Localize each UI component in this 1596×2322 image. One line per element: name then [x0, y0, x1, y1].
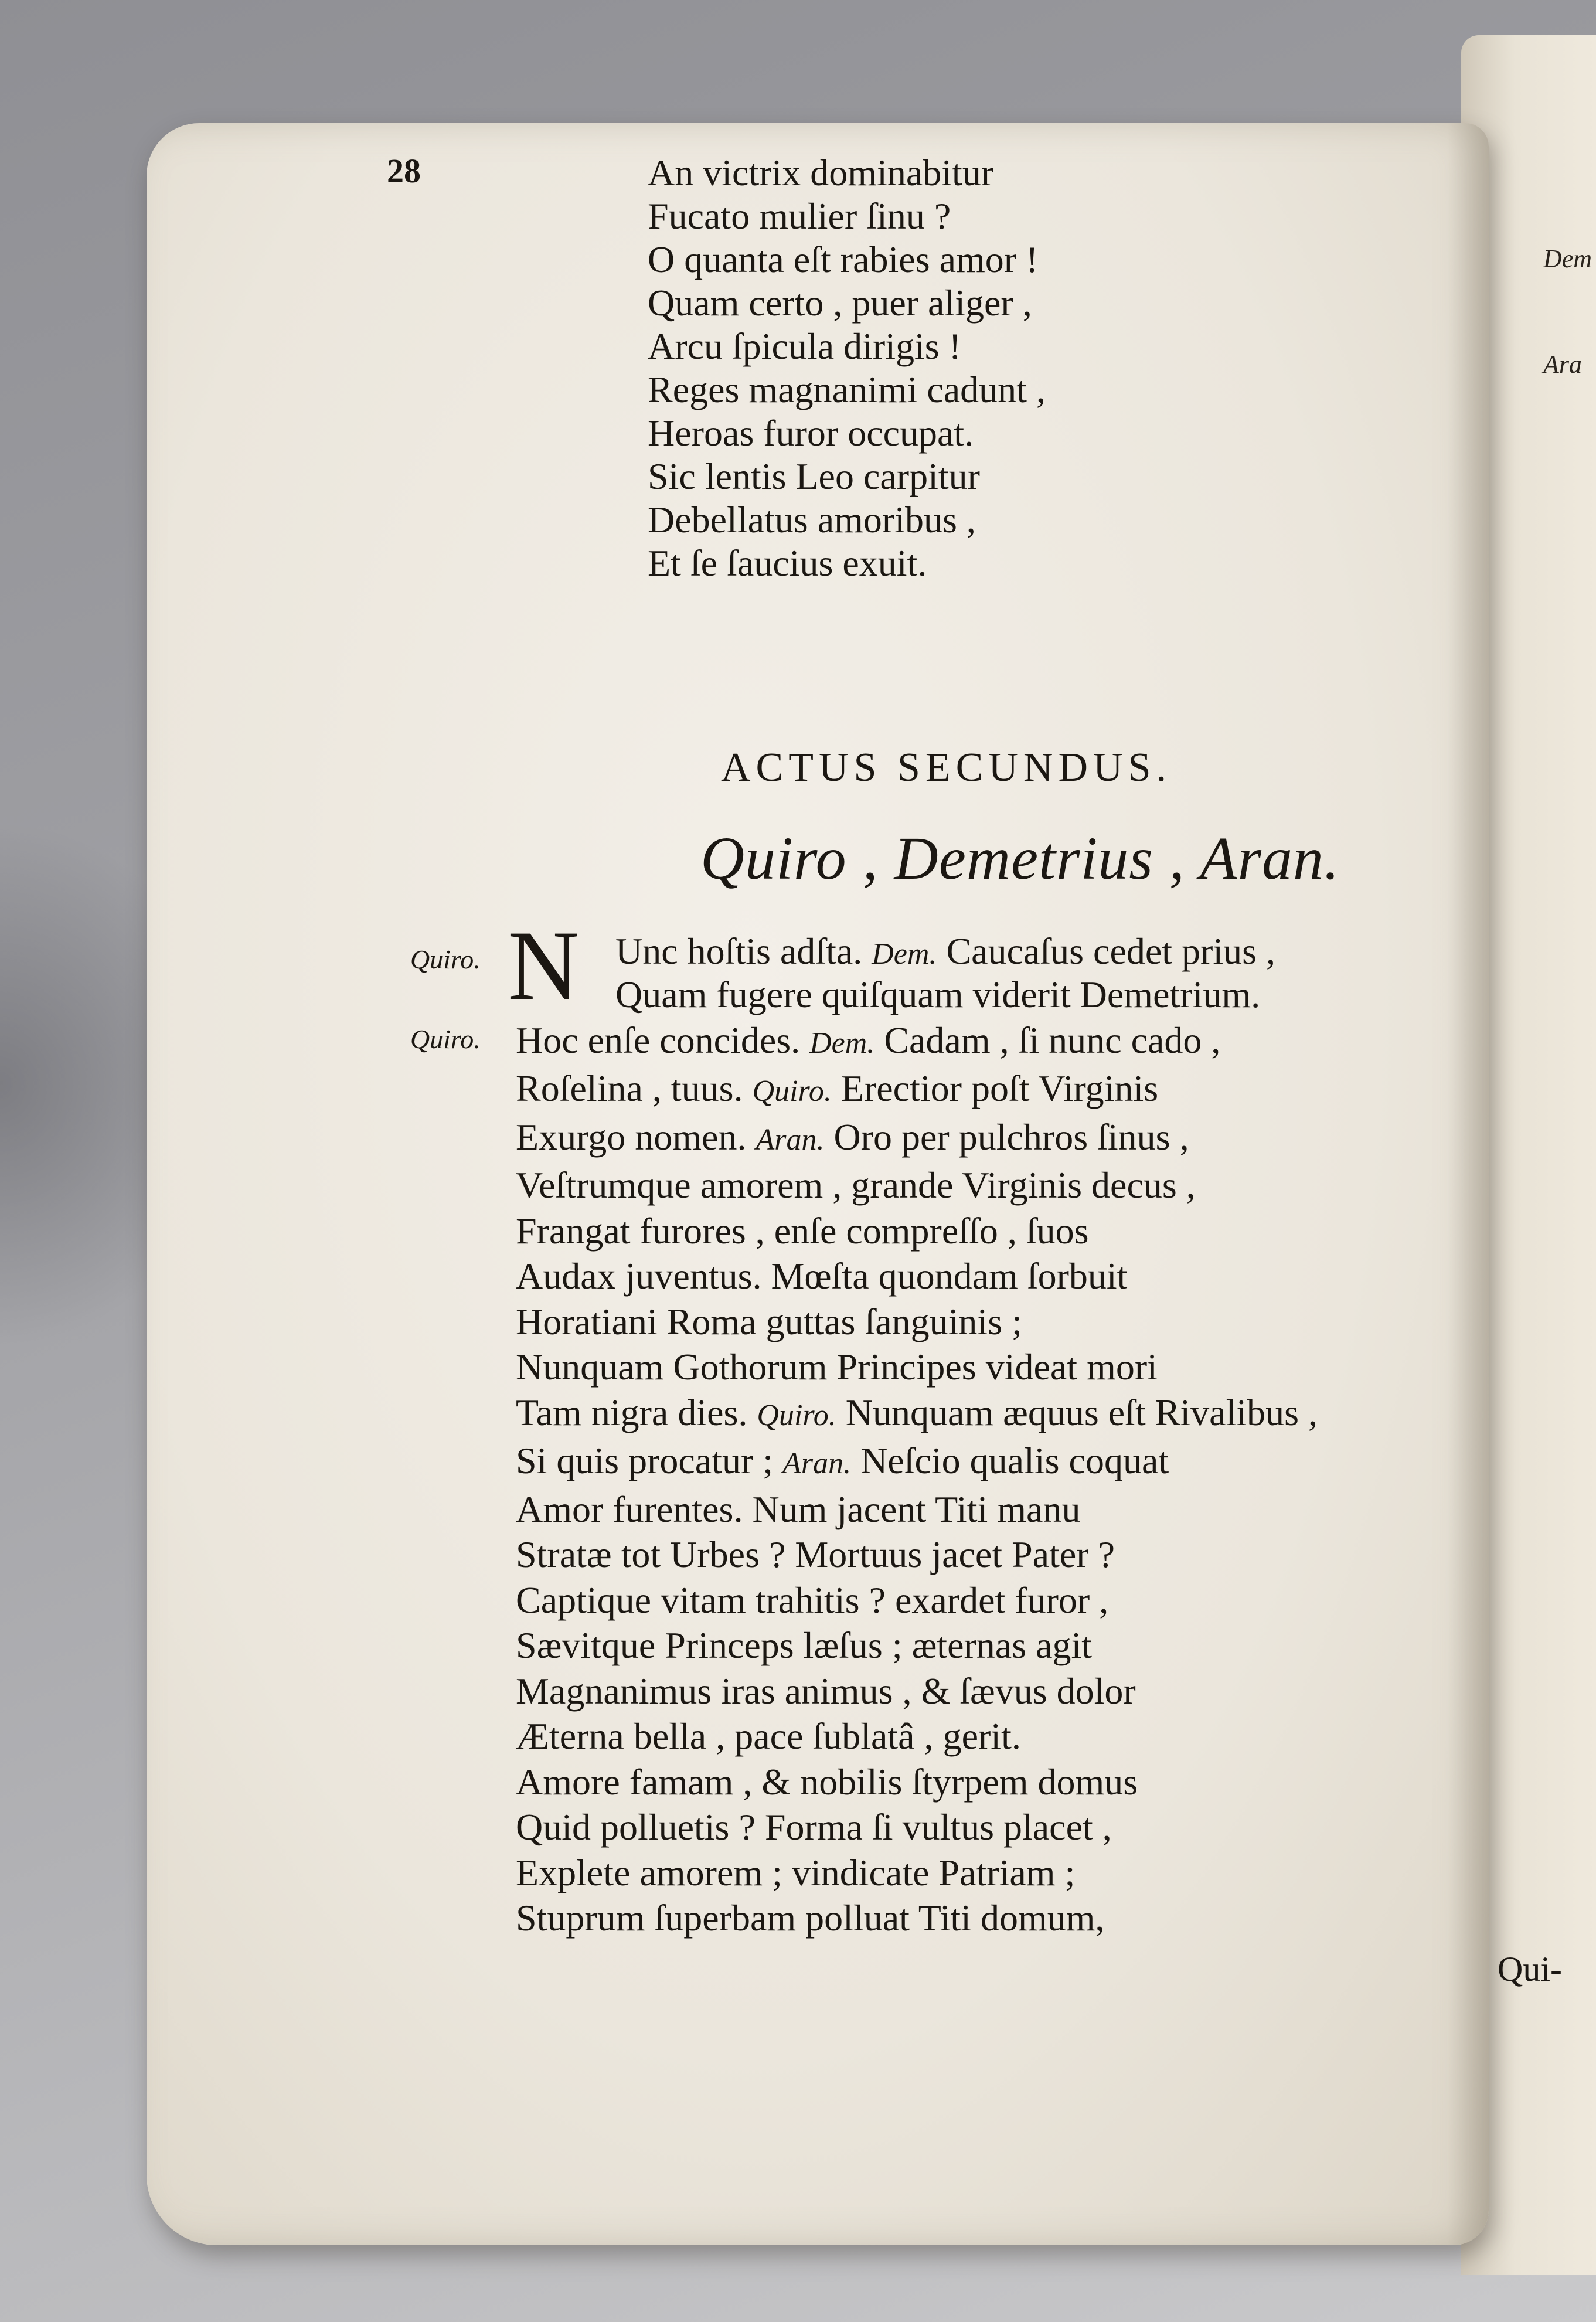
- verse-line: [516, 1487, 1318, 1532]
- verse-text: Exurgo nomen.: [516, 1116, 756, 1158]
- verse-line: [516, 1804, 1318, 1850]
- verse-text: Stratæ tot Urbes ? Mortuus jacet Pater ?: [516, 1534, 1115, 1575]
- verse-line: [516, 1066, 1318, 1114]
- margin-speaker-label: Quiro.: [410, 1024, 481, 1054]
- verse-line: [516, 1299, 1318, 1345]
- catchword: Qui-: [1498, 1950, 1562, 1988]
- verse-line: Et ſe ſaucius exuit.: [648, 542, 927, 584]
- verse-line: [516, 1438, 1318, 1487]
- verse-text: Unc hoſtis adſta.: [615, 930, 863, 972]
- verse-line: [516, 1532, 1318, 1578]
- verse-text: Amore famam , & nobilis ſtyrpem domus: [516, 1760, 1138, 1803]
- verse-text: Caucaſus cedet prius ,: [946, 930, 1276, 972]
- verse-line: [516, 1344, 1318, 1390]
- dialogue-verse: [516, 972, 1318, 1941]
- chorus-verse: [648, 151, 1046, 585]
- verse-line: [516, 1018, 1318, 1066]
- verse-text: Captique vitam trahitis ? exardet furor ,: [516, 1579, 1109, 1621]
- verse-text: Oro per pulchros ſinus ,: [824, 1116, 1189, 1158]
- verse-text: Erectior poſt Virginis: [831, 1067, 1159, 1109]
- verse-text: Neſcio qualis coquat: [851, 1440, 1169, 1481]
- verse-line: [516, 1623, 1318, 1668]
- verse-line: [516, 1253, 1318, 1299]
- verse-text: Sævitque Princeps læſus ; æternas agit: [516, 1624, 1093, 1666]
- verse-text: Hoc enſe concides.: [516, 1019, 810, 1061]
- verse-text: Magnanimus iras animus , & ſævus dolor: [516, 1670, 1136, 1712]
- verse-line: O quanta eſt rabies amor !: [648, 239, 1039, 280]
- verse-line: [516, 1759, 1318, 1805]
- verse-text: Frangat furores , enſe compreſſo , ſuos: [516, 1209, 1089, 1252]
- verse-line: An victrix dominabitur: [648, 152, 994, 193]
- page-number: 28: [387, 152, 421, 190]
- verse-line: Debellatus amoribus ,: [648, 499, 976, 540]
- margin-speaker-label: Quiro.: [410, 944, 481, 974]
- verse-line: [516, 972, 1318, 1018]
- verse-line: [516, 1668, 1318, 1714]
- act-heading: ACTUS SECUNDUS.: [721, 745, 1172, 790]
- inline-speaker: Aran.: [756, 1123, 825, 1157]
- verse-text: Stuprum ſuperbam polluat Titi domum,: [516, 1897, 1105, 1939]
- verse-line: [615, 930, 1275, 973]
- inline-speaker: Quiro.: [757, 1398, 836, 1432]
- verse-line: Quam certo , puer aliger ,: [648, 282, 1032, 324]
- verse-text: Amor furentes. Num jacent Titi manu: [516, 1488, 1081, 1530]
- verse-text: Audax juventus. Mœſta quondam ſorbuit: [516, 1255, 1128, 1297]
- verse-line: Arcu ſpicula dirigis !: [648, 325, 961, 367]
- inline-speaker: Dem.: [872, 937, 937, 971]
- verse-text: Veſtrumque amorem , grande Virginis decus ,: [516, 1164, 1196, 1206]
- verse-text: Explete amorem ; vindicate Patriam ;: [516, 1851, 1076, 1893]
- verse-line: [516, 1895, 1318, 1941]
- verse-line: [516, 1390, 1318, 1439]
- verse-text: Nunquam æquus eſt Rivalibus ,: [836, 1391, 1318, 1433]
- verse-text: Si quis procatur ;: [516, 1440, 783, 1481]
- verse-text: Quam fugere quiſquam viderit Demetrium.: [615, 974, 1261, 1015]
- verse-line: [516, 1208, 1318, 1254]
- verse-line: [516, 1714, 1318, 1759]
- verse-text: Horatiani Roma guttas ſanguinis ;: [516, 1300, 1022, 1342]
- drop-cap: N: [508, 910, 580, 1021]
- verse-line: Reges magnanimi cadunt ,: [648, 369, 1046, 410]
- scene-characters-heading: Quiro , Demetrius , Aran.: [700, 825, 1340, 892]
- verse-line: [516, 1114, 1318, 1163]
- verse-line: [516, 1578, 1318, 1623]
- verse-line: Sic lentis Leo carpitur: [648, 455, 980, 497]
- verse-text: Æterna bella , pace ſublatâ , gerit.: [516, 1715, 1021, 1757]
- verse-line: [516, 1162, 1318, 1208]
- verse-text: Tam nigra dies.: [516, 1391, 757, 1433]
- inline-speaker: Dem.: [809, 1026, 875, 1060]
- verse-text: Cadam , ſi nunc cado ,: [874, 1019, 1221, 1061]
- verse-line: [516, 1850, 1318, 1896]
- facing-page-fragment: Dem: [1543, 244, 1592, 273]
- inline-speaker: Aran.: [782, 1447, 852, 1480]
- verse-line: Fucato mulier ſinu ?: [648, 195, 951, 237]
- verse-text: Nunquam Gothorum Principes videat mori: [516, 1346, 1158, 1388]
- inline-speaker: Quiro.: [752, 1075, 832, 1108]
- verse-line: Heroas furor occupat.: [648, 412, 974, 454]
- verse-text: Roſelina , tuus.: [516, 1067, 753, 1109]
- verse-text: Quid polluetis ? Forma ſi vultus placet ,: [516, 1806, 1112, 1848]
- facing-page-fragment: Ara: [1543, 350, 1582, 379]
